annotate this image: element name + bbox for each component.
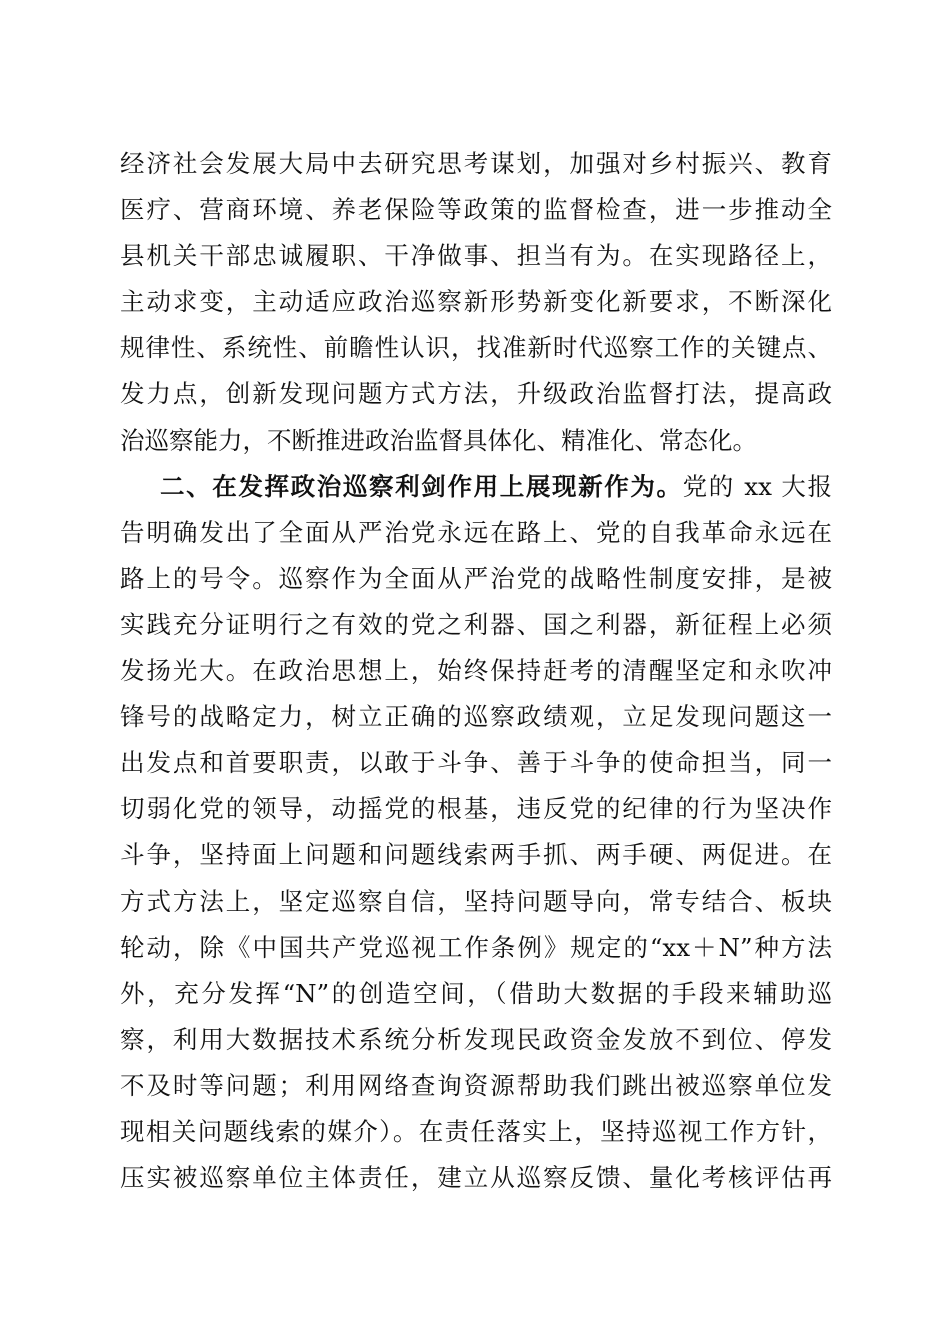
paragraph1-line: 规律性、系统性、前瞻性认识，找准新时代巡察工作的关键点、: [120, 333, 832, 363]
paragraph2-line: 察，利用大数据技术系统分析发现民政资金发放不到位、停发: [120, 1024, 832, 1054]
paragraph2-line: 斗争，坚持面上问题和问题线索两手抓、两手硬、两促进。在: [120, 840, 832, 870]
paragraph2-line: 切弱化党的领导，动摇党的根基，违反党的纪律的行为坚决作: [120, 794, 832, 824]
paragraph2-first-line: [120, 464, 832, 510]
paragraph1-line: 经济社会发展大局中去研究思考谋划，加强对乡村振兴、教育: [120, 149, 832, 178]
document-body: [120, 141, 832, 1201]
paragraph1-line: 主动求变，主动适应政治巡察新形势新变化新要求，不断深化: [120, 287, 832, 317]
section-heading: 二、在发挥政治巡察利剑作用上展现新作为。: [160, 471, 683, 501]
paragraph2-line: 压实被巡察单位主体责任，建立从巡察反馈、量化考核评估再: [120, 1163, 832, 1193]
paragraph1-line: 县机关干部忠诚履职、干净做事、担当有为。在实现路径上，: [120, 241, 832, 271]
paragraph2-line: 现相关问题线索的媒介）。在责任落实上，坚持巡视工作方针，: [120, 1116, 832, 1146]
paragraph1-line: 发力点，创新发现问题方式方法，升级政治监督打法，提高政: [120, 379, 832, 409]
paragraph2-line: 发扬光大。在政治思想上，始终保持赶考的清醒坚定和永吹冲: [120, 656, 832, 686]
paragraph1-line: 医疗、营商环境、养老保险等政策的监督检查，进一步推动全: [120, 195, 832, 225]
paragraph2-line: 方式方法上，坚定巡察自信，坚持问题导向，常专结合、板块: [120, 886, 832, 916]
paragraph2-line: 路上的号令。巡察作为全面从严治党的战略性制度安排，是被: [120, 563, 832, 593]
paragraph2-first-line-text: 党的 xx 大报: [682, 471, 832, 501]
paragraph2-line: 轮动，除《中国共产党巡视工作条例》规定的“xx＋N”种方法: [120, 932, 832, 962]
paragraph2-line: 不及时等问题；利用网络查询资源帮助我们跳出被巡察单位发: [120, 1070, 832, 1100]
paragraph1-line: 治巡察能力，不断推进政治监督具体化、精准化、常态化。: [120, 425, 757, 455]
paragraph2-line: 告明确发出了全面从严治党永远在路上、党的自我革命永远在: [120, 517, 832, 547]
paragraph2-line: 外，充分发挥“N”的创造空间，（借助大数据的手段来辅助巡: [120, 978, 832, 1008]
paragraph2-line: 实践充分证明行之有效的党之利器、国之利器，新征程上必须: [120, 609, 832, 639]
paragraph2-line: 出发点和首要职责，以敢于斗争、善于斗争的使命担当，同一: [120, 748, 832, 778]
paragraph2-line: 锋号的战略定力，树立正确的巡察政绩观，立足发现问题这一: [120, 702, 832, 732]
